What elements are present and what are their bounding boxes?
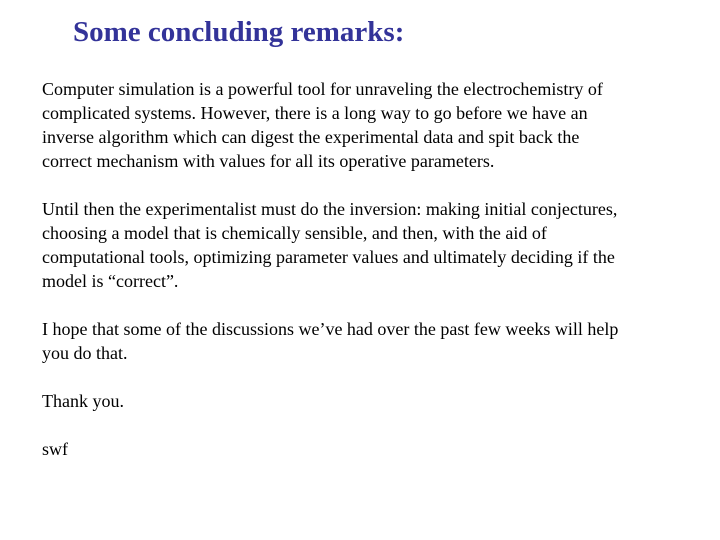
paragraph-simulation: [42, 77, 702, 173]
signature: [42, 437, 702, 461]
text-line: correct mechanism with values for all its operative parameters.: [42, 151, 495, 171]
paragraph-hope: [42, 317, 702, 365]
text-line: inverse algorithm which can digest the experimental data and spit back the: [42, 127, 580, 147]
slide-title: Some concluding remarks:: [73, 16, 405, 48]
text-line: Until then the experimentalist must do the inversion: making initial conjectures,: [42, 199, 618, 219]
text-line: you do that.: [42, 343, 128, 363]
text-line: choosing a model that is chemically sensible, and then, with the aid of: [42, 223, 547, 243]
text-line: swf: [42, 439, 68, 459]
paragraph-thanks: [42, 389, 702, 413]
text-line: complicated systems. However, there is a long way to go before we have an: [42, 103, 588, 123]
paragraph-experimentalist: [42, 197, 702, 293]
text-line: computational tools, optimizing parameter values and ultimately deciding if the: [42, 247, 615, 267]
text-line: Thank you.: [42, 391, 124, 411]
text-line: Computer simulation is a powerful tool for unraveling the electrochemistry of: [42, 79, 603, 99]
text-line: model is “correct”.: [42, 271, 179, 291]
text-line: I hope that some of the discussions we’ve had over the past few weeks will help: [42, 319, 619, 339]
